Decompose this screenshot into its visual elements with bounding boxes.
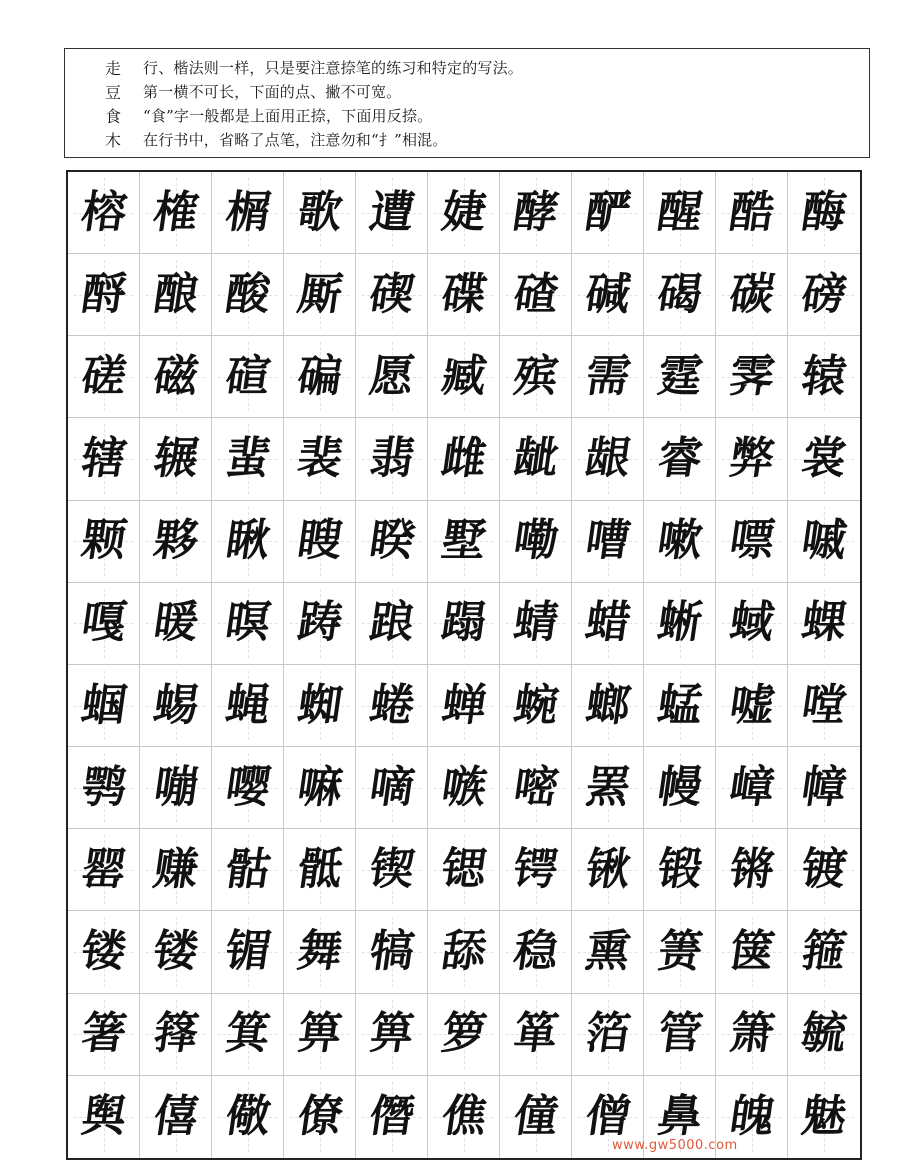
grid-cell bbox=[572, 829, 644, 911]
calligraphy-character: 箫 bbox=[725, 1008, 778, 1060]
grid-cell bbox=[572, 665, 644, 747]
grid-cell bbox=[140, 665, 212, 747]
calligraphy-character: 嘛 bbox=[293, 761, 346, 813]
calligraphy-character: 弊 bbox=[725, 433, 778, 485]
calligraphy-character: 厮 bbox=[293, 268, 346, 320]
grid-cell bbox=[788, 829, 860, 911]
grid-cell bbox=[788, 994, 860, 1076]
grid-cell bbox=[68, 418, 140, 500]
grid-cell bbox=[572, 994, 644, 1076]
calligraphy-character: 骶 bbox=[293, 843, 346, 895]
calligraphy-character: 幛 bbox=[798, 761, 850, 813]
grid-cell bbox=[212, 829, 284, 911]
grid-cell bbox=[284, 254, 356, 336]
grid-cell bbox=[500, 501, 572, 583]
grid-cell bbox=[140, 254, 212, 336]
calligraphy-character: 瞍 bbox=[293, 515, 346, 567]
calligraphy-character: 嗽 bbox=[653, 515, 706, 567]
calligraphy-character: 榍 bbox=[221, 186, 274, 238]
note-row bbox=[105, 79, 869, 103]
calligraphy-character: 蜥 bbox=[653, 597, 706, 649]
calligraphy-character: 龇 bbox=[509, 433, 562, 485]
grid-cell bbox=[500, 172, 572, 254]
calligraphy-character: 辖 bbox=[77, 433, 130, 485]
grid-cell bbox=[716, 747, 788, 829]
calligraphy-character: 僮 bbox=[509, 1090, 562, 1142]
grid-cell bbox=[644, 501, 716, 583]
grid-cell bbox=[644, 418, 716, 500]
calligraphy-character: 酵 bbox=[509, 186, 562, 238]
calligraphy-character: 碟 bbox=[437, 268, 490, 320]
calligraphy-character: 需 bbox=[581, 350, 634, 402]
calligraphy-character: 箪 bbox=[509, 1008, 562, 1060]
grid-cell bbox=[716, 254, 788, 336]
grid-cell bbox=[284, 501, 356, 583]
grid-cell bbox=[428, 747, 500, 829]
grid-cell bbox=[284, 172, 356, 254]
calligraphy-character: 锻 bbox=[653, 843, 706, 895]
calligraphy-character: 翡 bbox=[365, 433, 418, 485]
note-char: 食 bbox=[105, 106, 122, 126]
grid-cell bbox=[644, 747, 716, 829]
grid-cell bbox=[788, 254, 860, 336]
calligraphy-character: 暖 bbox=[149, 597, 202, 649]
calligraphy-character: 魄 bbox=[725, 1090, 778, 1142]
calligraphy-character: 罴 bbox=[581, 761, 634, 813]
grid-cell bbox=[716, 665, 788, 747]
grid-cell bbox=[68, 911, 140, 993]
calligraphy-character: 雌 bbox=[437, 433, 490, 485]
calligraphy-character: 殡 bbox=[509, 350, 562, 402]
grid-cell bbox=[788, 747, 860, 829]
grid-cell bbox=[356, 254, 428, 336]
calligraphy-character: 蜚 bbox=[221, 433, 274, 485]
calligraphy-character: 碳 bbox=[725, 268, 778, 320]
calligraphy-character: 赚 bbox=[149, 843, 202, 895]
grid-cell bbox=[356, 583, 428, 665]
grid-cell bbox=[284, 583, 356, 665]
grid-cell bbox=[716, 501, 788, 583]
calligraphy-character: 罂 bbox=[77, 843, 130, 895]
calligraphy-character: 箦 bbox=[653, 926, 706, 978]
calligraphy-character: 锷 bbox=[509, 843, 562, 895]
grid-cell bbox=[68, 665, 140, 747]
calligraphy-character: 箩 bbox=[437, 1008, 490, 1060]
calligraphy-character: 僬 bbox=[437, 1090, 490, 1142]
calligraphy-character: 僖 bbox=[149, 1090, 202, 1142]
grid-cell bbox=[500, 994, 572, 1076]
calligraphy-character: 嘌 bbox=[725, 515, 778, 567]
grid-cell bbox=[788, 583, 860, 665]
calligraphy-character: 蜮 bbox=[725, 597, 778, 649]
calligraphy-character: 嗾 bbox=[437, 761, 490, 813]
grid-cell bbox=[428, 1076, 500, 1158]
calligraphy-character: 蜡 bbox=[581, 597, 634, 649]
calligraphy-character: 睿 bbox=[653, 433, 706, 485]
grid-cell bbox=[788, 665, 860, 747]
calligraphy-character: 酶 bbox=[798, 186, 850, 238]
calligraphy-character: 锲 bbox=[365, 843, 418, 895]
grid-cell bbox=[68, 336, 140, 418]
note-char: 走 bbox=[105, 58, 122, 78]
calligraphy-character: 睽 bbox=[365, 515, 418, 567]
calligraphy-character: 踌 bbox=[293, 597, 346, 649]
notes-box bbox=[64, 48, 870, 158]
grid-cell bbox=[428, 254, 500, 336]
grid-cell bbox=[212, 254, 284, 336]
grid-cell bbox=[572, 254, 644, 336]
calligraphy-character: 歌 bbox=[293, 186, 346, 238]
calligraphy-character: 碱 bbox=[581, 268, 634, 320]
calligraphy-character: 嘡 bbox=[798, 679, 850, 731]
grid-cell bbox=[428, 583, 500, 665]
grid-cell bbox=[284, 829, 356, 911]
calligraphy-character: 醒 bbox=[653, 186, 706, 238]
grid-cell bbox=[716, 994, 788, 1076]
character-grid bbox=[66, 170, 862, 1160]
calligraphy-character: 僭 bbox=[365, 1090, 418, 1142]
calligraphy-character: 裳 bbox=[798, 433, 850, 485]
calligraphy-character: 蜢 bbox=[653, 679, 706, 731]
grid-cell bbox=[500, 1076, 572, 1158]
calligraphy-character: 镅 bbox=[221, 926, 274, 978]
grid-cell bbox=[500, 583, 572, 665]
calligraphy-character: 碶 bbox=[365, 268, 418, 320]
calligraphy-character: 磋 bbox=[77, 350, 130, 402]
calligraphy-character: 酸 bbox=[221, 268, 274, 320]
calligraphy-character: 踉 bbox=[365, 597, 418, 649]
grid-cell bbox=[716, 583, 788, 665]
calligraphy-character: 镀 bbox=[798, 843, 850, 895]
calligraphy-character: 箅 bbox=[365, 1008, 418, 1060]
grid-cell bbox=[212, 172, 284, 254]
calligraphy-character: 箕 bbox=[221, 1008, 274, 1060]
grid-cell bbox=[68, 254, 140, 336]
grid-cell bbox=[284, 665, 356, 747]
calligraphy-character: 毓 bbox=[798, 1008, 850, 1060]
calligraphy-character: 箅 bbox=[293, 1008, 346, 1060]
calligraphy-character: 辕 bbox=[798, 350, 850, 402]
grid-cell bbox=[644, 829, 716, 911]
grid-cell bbox=[284, 994, 356, 1076]
grid-cell bbox=[212, 336, 284, 418]
calligraphy-character: 舞 bbox=[293, 926, 346, 978]
grid-cell bbox=[788, 911, 860, 993]
grid-cell bbox=[788, 501, 860, 583]
grid-cell bbox=[212, 911, 284, 993]
grid-cell bbox=[68, 583, 140, 665]
grid-cell bbox=[716, 911, 788, 993]
grid-cell bbox=[500, 829, 572, 911]
grid-cell bbox=[716, 336, 788, 418]
grid-cell bbox=[140, 829, 212, 911]
grid-cell bbox=[140, 583, 212, 665]
note-row bbox=[105, 127, 869, 151]
grid-cell bbox=[356, 1076, 428, 1158]
calligraphy-character: 嘘 bbox=[725, 679, 778, 731]
calligraphy-character: 蜻 bbox=[509, 597, 562, 649]
grid-cell bbox=[356, 418, 428, 500]
grid-cell bbox=[644, 254, 716, 336]
calligraphy-character: 霁 bbox=[725, 350, 778, 402]
grid-cell bbox=[284, 1076, 356, 1158]
calligraphy-character: 熏 bbox=[581, 926, 634, 978]
grid-cell bbox=[428, 501, 500, 583]
grid-cell bbox=[500, 747, 572, 829]
grid-cell bbox=[644, 911, 716, 993]
grid-cell bbox=[716, 829, 788, 911]
calligraphy-character: 蝉 bbox=[437, 679, 490, 731]
calligraphy-character: 霆 bbox=[653, 350, 706, 402]
calligraphy-character: 锶 bbox=[437, 843, 490, 895]
grid-cell bbox=[140, 994, 212, 1076]
grid-cell bbox=[428, 172, 500, 254]
grid-cell bbox=[356, 747, 428, 829]
calligraphy-character: 犒 bbox=[365, 926, 418, 978]
grid-cell bbox=[284, 418, 356, 500]
calligraphy-character: 榷 bbox=[149, 186, 202, 238]
calligraphy-character: 墅 bbox=[437, 515, 490, 567]
calligraphy-character: 舆 bbox=[77, 1090, 130, 1142]
grid-cell bbox=[212, 747, 284, 829]
note-char: 木 bbox=[105, 130, 122, 150]
note-text: 第一横不可长，下面的点、撇不可宽。 bbox=[143, 82, 402, 101]
calligraphy-character: 裴 bbox=[293, 433, 346, 485]
calligraphy-character: 碹 bbox=[221, 350, 274, 402]
grid-cell bbox=[428, 829, 500, 911]
grid-cell bbox=[140, 747, 212, 829]
calligraphy-character: 嘈 bbox=[581, 515, 634, 567]
calligraphy-character: 锹 bbox=[581, 843, 634, 895]
watermark: www.gw5000.com bbox=[612, 1138, 738, 1153]
note-text: 行、楷法则一样，只是要注意捺笔的练习和特定的写法。 bbox=[143, 58, 524, 77]
grid-cell bbox=[428, 665, 500, 747]
calligraphy-character: 儆 bbox=[221, 1090, 274, 1142]
grid-cell bbox=[644, 172, 716, 254]
grid-cell bbox=[572, 501, 644, 583]
calligraphy-character: 箍 bbox=[798, 926, 850, 978]
calligraphy-character: 蝇 bbox=[221, 679, 274, 731]
grid-cell bbox=[68, 829, 140, 911]
grid-cell bbox=[140, 172, 212, 254]
grid-cell bbox=[428, 418, 500, 500]
grid-cell bbox=[140, 1076, 212, 1158]
calligraphy-character: 螂 bbox=[581, 679, 634, 731]
calligraphy-character: 蹋 bbox=[437, 597, 490, 649]
grid-cell bbox=[500, 254, 572, 336]
grid-cell bbox=[356, 665, 428, 747]
grid-cell bbox=[68, 747, 140, 829]
calligraphy-character: 镂 bbox=[77, 926, 130, 978]
grid-cell bbox=[500, 911, 572, 993]
calligraphy-character: 嘤 bbox=[221, 761, 274, 813]
calligraphy-character: 鼻 bbox=[653, 1090, 706, 1142]
calligraphy-character: 蜴 bbox=[149, 679, 202, 731]
grid-cell bbox=[572, 747, 644, 829]
grid-cell bbox=[140, 336, 212, 418]
calligraphy-character: 嘀 bbox=[365, 761, 418, 813]
calligraphy-character: 箔 bbox=[581, 1008, 634, 1060]
calligraphy-character: 磁 bbox=[149, 350, 202, 402]
grid-cell bbox=[140, 418, 212, 500]
calligraphy-character: 婕 bbox=[437, 186, 490, 238]
calligraphy-character: 嘧 bbox=[509, 761, 562, 813]
grid-cell bbox=[68, 172, 140, 254]
grid-cell bbox=[140, 501, 212, 583]
calligraphy-character: 骷 bbox=[221, 843, 274, 895]
calligraphy-character: 颗 bbox=[77, 515, 130, 567]
grid-cell bbox=[644, 665, 716, 747]
calligraphy-character: 龈 bbox=[581, 433, 634, 485]
grid-cell bbox=[572, 583, 644, 665]
note-text: “食”字一般都是上面用正捺，下面用反捺。 bbox=[143, 106, 433, 125]
calligraphy-character: 榕 bbox=[77, 186, 130, 238]
grid-cell bbox=[572, 418, 644, 500]
calligraphy-character: 僚 bbox=[293, 1090, 346, 1142]
calligraphy-character: 愿 bbox=[365, 350, 418, 402]
calligraphy-character: 僧 bbox=[581, 1090, 634, 1142]
calligraphy-character: 酹 bbox=[77, 268, 130, 320]
grid-cell bbox=[284, 336, 356, 418]
grid-cell bbox=[212, 501, 284, 583]
calligraphy-character: 嘎 bbox=[77, 597, 130, 649]
calligraphy-character: 蝈 bbox=[77, 679, 130, 731]
grid-cell bbox=[572, 172, 644, 254]
grid-cell bbox=[68, 994, 140, 1076]
calligraphy-character: 碥 bbox=[293, 350, 346, 402]
grid-cell bbox=[356, 911, 428, 993]
grid-cell bbox=[356, 336, 428, 418]
calligraphy-character: 酷 bbox=[725, 186, 778, 238]
grid-cell bbox=[212, 418, 284, 500]
calligraphy-character: 夥 bbox=[149, 515, 202, 567]
grid-cell bbox=[356, 994, 428, 1076]
calligraphy-character: 幔 bbox=[653, 761, 706, 813]
grid-cell bbox=[500, 418, 572, 500]
grid-cell bbox=[356, 172, 428, 254]
calligraphy-character: 管 bbox=[653, 1008, 706, 1060]
grid-cell bbox=[788, 1076, 860, 1158]
calligraphy-character: 鹗 bbox=[77, 761, 130, 813]
note-row bbox=[105, 55, 869, 79]
calligraphy-character: 锵 bbox=[725, 843, 778, 895]
grid-cell bbox=[788, 336, 860, 418]
calligraphy-character: 蜿 bbox=[509, 679, 562, 731]
calligraphy-character: 瞅 bbox=[221, 515, 274, 567]
grid-cell bbox=[716, 418, 788, 500]
grid-cell bbox=[68, 501, 140, 583]
calligraphy-character: 箧 bbox=[725, 926, 778, 978]
calligraphy-character: 嘣 bbox=[149, 761, 202, 813]
grid-cell bbox=[716, 172, 788, 254]
calligraphy-character: 磅 bbox=[798, 268, 850, 320]
grid-cell bbox=[212, 1076, 284, 1158]
calligraphy-character: 臧 bbox=[437, 350, 490, 402]
calligraphy-character: 碣 bbox=[653, 268, 706, 320]
grid-cell bbox=[644, 336, 716, 418]
grid-cell bbox=[500, 336, 572, 418]
grid-cell bbox=[644, 994, 716, 1076]
calligraphy-character: 箨 bbox=[149, 1008, 202, 1060]
calligraphy-character: 嶂 bbox=[725, 761, 778, 813]
note-char: 豆 bbox=[105, 82, 122, 102]
note-text: 在行书中，省略了点笔，注意勿和“扌”相混。 bbox=[143, 130, 448, 149]
grid-cell bbox=[644, 583, 716, 665]
calligraphy-character: 嘞 bbox=[509, 515, 562, 567]
grid-cell bbox=[356, 829, 428, 911]
grid-cell bbox=[140, 911, 212, 993]
grid-cell bbox=[212, 583, 284, 665]
calligraphy-character: 蜘 bbox=[293, 679, 346, 731]
calligraphy-character: 碴 bbox=[509, 268, 562, 320]
grid-cell bbox=[500, 665, 572, 747]
calligraphy-character: 舔 bbox=[437, 926, 490, 978]
grid-cell bbox=[788, 418, 860, 500]
grid-cell bbox=[572, 911, 644, 993]
grid-cell bbox=[284, 911, 356, 993]
grid-cell bbox=[68, 1076, 140, 1158]
calligraphy-character: 辗 bbox=[149, 433, 202, 485]
calligraphy-character: 蜷 bbox=[365, 679, 418, 731]
calligraphy-character: 嘁 bbox=[798, 515, 850, 567]
grid-cell bbox=[212, 994, 284, 1076]
calligraphy-character: 箸 bbox=[77, 1008, 130, 1060]
calligraphy-character: 遭 bbox=[365, 186, 418, 238]
calligraphy-character: 镂 bbox=[149, 926, 202, 978]
grid-cell bbox=[788, 172, 860, 254]
note-row bbox=[105, 103, 869, 127]
grid-cell bbox=[428, 911, 500, 993]
calligraphy-character: 蜾 bbox=[798, 597, 850, 649]
grid-cell bbox=[428, 994, 500, 1076]
grid-cell bbox=[284, 747, 356, 829]
calligraphy-character: 魅 bbox=[798, 1090, 850, 1142]
grid-cell bbox=[356, 501, 428, 583]
grid-cell bbox=[212, 665, 284, 747]
calligraphy-character: 酽 bbox=[581, 186, 634, 238]
calligraphy-character: 稳 bbox=[509, 926, 562, 978]
calligraphy-character: 暝 bbox=[221, 597, 274, 649]
grid-cell bbox=[428, 336, 500, 418]
grid-cell bbox=[572, 336, 644, 418]
calligraphy-character: 酿 bbox=[149, 268, 202, 320]
